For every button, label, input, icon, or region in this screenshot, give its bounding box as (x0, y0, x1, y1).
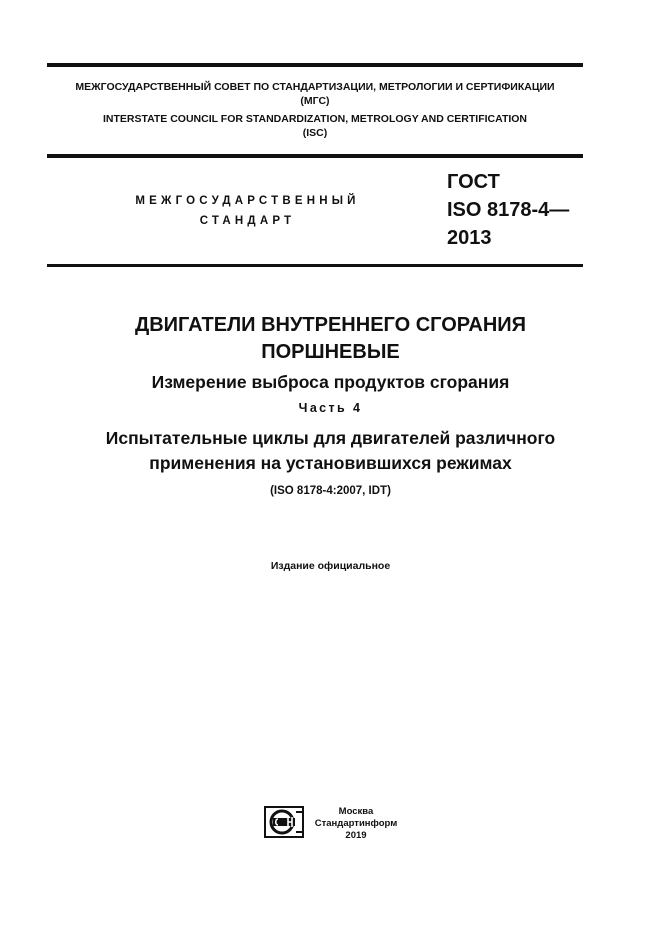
document-subtitle: Измерение выброса продуктов сгорания (151, 372, 510, 392)
part-title-line-2: применения на установившихся режимах (149, 453, 512, 473)
bottom-rule (47, 264, 583, 267)
council-name-en: INTERSTATE COUNCIL FOR STANDARDIZATION, METROLOGY AND CERTIFICATION (102, 113, 528, 125)
publisher-name: Стандартинформ (314, 818, 398, 829)
standard-number: ISO 8178-4— (447, 199, 570, 221)
standard-type-line-1: МЕЖГОСУДАРСТВЕННЫЙ (135, 195, 360, 207)
document-title-line-1: ДВИГАТЕЛИ ВНУТРЕННЕГО СГОРАНИЯ (134, 314, 527, 336)
publication-year: 2019 (345, 830, 367, 841)
standard-type-line-2: СТАНДАРТ (199, 215, 296, 227)
standartinform-logo-icon (264, 806, 304, 838)
part-title-line-1: Испытательные циклы для двигателей различного (105, 428, 556, 448)
top-rule (47, 63, 583, 67)
standard-year: 2013 (447, 227, 492, 249)
part-number: Часть 4 (298, 401, 363, 415)
council-name-ru: МЕЖГОСУДАРСТВЕННЫЙ СОВЕТ ПО СТАНДАРТИЗАЦИИ, МЕТРОЛОГИИ И СЕРТИФИКАЦИИ (75, 81, 555, 93)
middle-rule (47, 154, 583, 158)
document-title-line-2: ПОРШНЕВЫЕ (261, 341, 400, 363)
edition-note: Издание официальное (270, 560, 391, 572)
council-abbr-ru: (МГС) (300, 95, 330, 107)
council-abbr-en: (ISC) (302, 127, 328, 139)
gost-label: ГОСТ (447, 171, 500, 193)
iso-reference: (ISO 8178-4:2007, IDT) (270, 485, 391, 497)
publisher-city: Москва (338, 806, 374, 817)
